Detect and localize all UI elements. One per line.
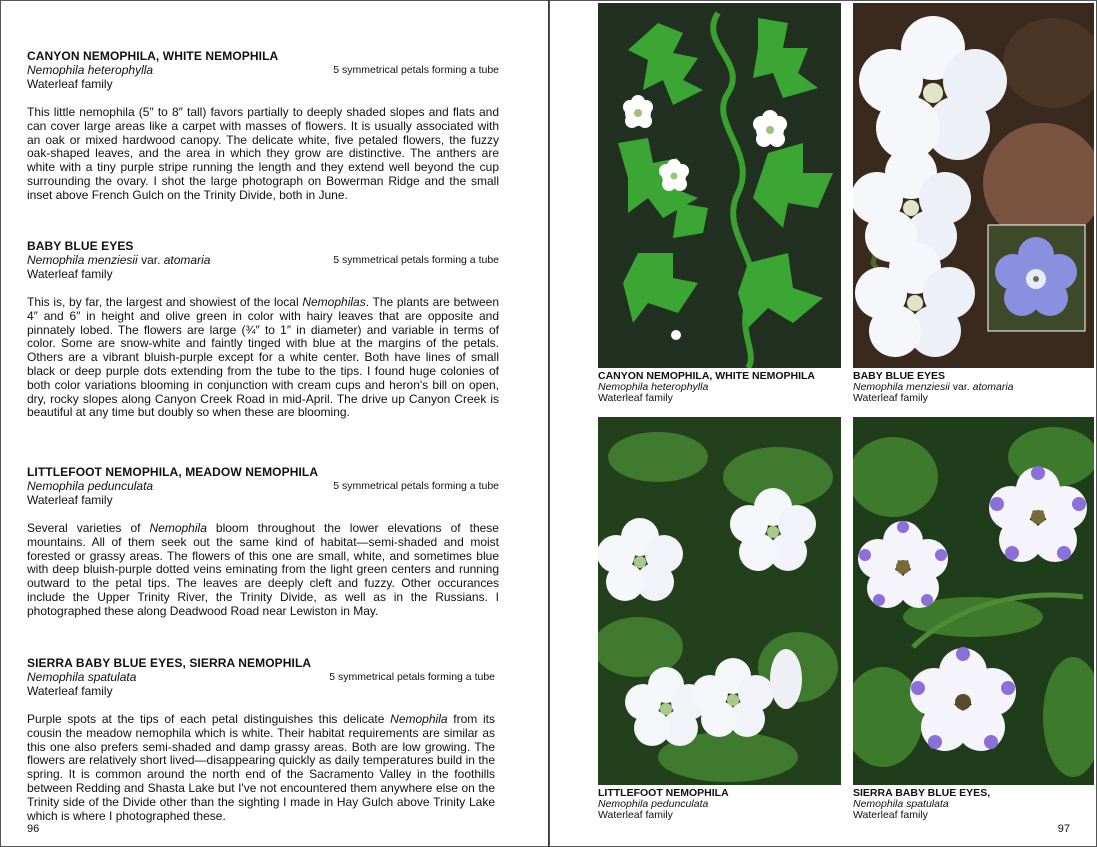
caption-sierra-baby-blue-eyes	[853, 788, 1097, 821]
caption-family: Waterleaf family	[598, 809, 673, 821]
caption-canyon-nemophila	[598, 371, 843, 404]
caption-family: Waterleaf family	[598, 392, 673, 404]
photo-baby-blue-eyes	[853, 3, 1094, 368]
caption-common-name: LITTLEFOOT NEMOPHILA	[598, 787, 729, 799]
flower-characteristic: 5 symmetrical petals forming a tube	[333, 254, 499, 266]
right-page	[549, 0, 1097, 847]
entry-canyon-nemophila	[27, 49, 499, 203]
family-name: Waterleaf family	[27, 684, 113, 698]
entry-description: This little nemophila (5″ to 8″ tall) favors partially to deeply shaded slopes and flats and can cover large areas like a carpet with masses of flowers. It is usually associated with an oak or mixed hardwood canopy. The delicate white, five petaled flowers, the fuzzy oak-shaped leaves, and the area in which they grow are distinctive. The anthers are white with a tiny purple stripe running the length and they extend well beyond the cup surrounding the ovary. I shot the large photograph on Bowerman Ridge and the small inset above French Gulch on the Trinity Divide, both in June.	[27, 105, 499, 202]
entry-title: LITTLEFOOT NEMOPHILA, MEADOW NEMOPHILA	[27, 465, 319, 479]
caption-family: Waterleaf family	[853, 809, 928, 821]
caption-littlefoot-nemophila	[598, 788, 843, 821]
caption-scientific-name: Nemophila spatulata	[853, 798, 949, 810]
entry-title: SIERRA BABY BLUE EYES, SIERRA NEMOPHILA	[27, 656, 312, 670]
entry-title: CANYON NEMOPHILA, WHITE NEMOPHILA	[27, 49, 279, 63]
caption-common-name: SIERRA BABY BLUE EYES,	[853, 787, 991, 799]
page-number-right: 97	[1057, 823, 1070, 835]
caption-family: Waterleaf family	[853, 392, 928, 404]
page-number-left: 96	[27, 823, 40, 835]
entry-description: Several varieties of Nemophila bloom throughout the lower elevations of these mountains. All of them seek out the same kind of habitat—semi-shaded and moist forested or grassy areas. The flowers of this one are small, white, and sometimes blue with deep bluish-purple dotted veins eminating from the light green centers and running outward to the petal tips. The leaves are deeply cleft and fuzzy. Other occurances include the Upper Trinity River, the Trinity Divide, as well as in the Russians. I photographed these along Deadwood Road near Lewiston in May.	[27, 521, 499, 618]
entry-subheader	[27, 670, 495, 684]
caption-scientific-name: Nemophila menziesii var. atomaria	[853, 381, 1014, 393]
caption-common-name: CANYON NEMOPHILA, WHITE NEMOPHILA	[598, 370, 815, 382]
entry-description: This is, by far, the largest and showiest of the local Nemophilas. The plants are between 4″ and 6″ in height and olive green in color with hairy leaves that are opposite and pinnately lobed. The flowers are large (¾″ to 1″ in diameter) and variable in terms of color. Some are snow-white and faintly tinged with blue at the margins of the petals. Others are a vibrant bluish-purple except for a white center. Both have lines of small black or deep purple dots extending from the tube to the tips. I found huge colonies of both color variations blooming in conjunction with cream cups and heron's bill on open, dry, rocky slopes along Canyon Creek Road in mid-April. The drive up Canyon Creek is beautiful at any time but doubly so when these are blooming.	[27, 295, 499, 420]
entry-subheader	[27, 253, 499, 267]
caption-scientific-name: Nemophila pedunculata	[598, 798, 709, 810]
caption-baby-blue-eyes	[853, 371, 1097, 404]
flower-characteristic: 5 symmetrical petals forming a tube	[333, 480, 499, 492]
family-name: Waterleaf family	[27, 77, 113, 91]
entry-subheader	[27, 63, 499, 77]
photo-sierra-baby-blue-eyes	[853, 417, 1094, 785]
caption-common-name: BABY BLUE EYES	[853, 370, 945, 382]
entry-subheader	[27, 479, 499, 493]
photo-canyon-nemophila	[598, 3, 841, 368]
family-name: Waterleaf family	[27, 267, 113, 281]
entry-sierra-baby-blue-eyes	[27, 656, 495, 823]
entry-description: Purple spots at the tips of each petal distinguishes this delicate Nemophila from its cousin the meadow nemophila which is white. Their habitat requirements are similar as this one also prefers semi-shaded and damp grassy areas. Both are low growing. The flowers are relatively short lived—disappearing quickly as daily temperatures build in the spring. It is common around the north end of the Sacramento Valley in the foothills between Redding and Shasta Lake but I've not encountered them anywhere else on the Trinity side of the Divide other than the sighting I made in Hay Gulch above Trinity Lake which is where I photographed these.	[27, 712, 495, 823]
scientific-name: Nemophila pedunculata	[27, 479, 154, 493]
family-name: Waterleaf family	[27, 493, 113, 507]
entry-title: BABY BLUE EYES	[27, 239, 134, 253]
entry-baby-blue-eyes	[27, 239, 499, 420]
entry-littlefoot-nemophila	[27, 465, 499, 619]
flower-characteristic: 5 symmetrical petals forming a tube	[333, 64, 499, 76]
scientific-name: Nemophila spatulata	[27, 670, 137, 684]
caption-scientific-name: Nemophila heterophylla	[598, 381, 709, 393]
scientific-name: Nemophila menziesii var. atomaria	[27, 253, 211, 267]
photo-littlefoot-nemophila	[598, 417, 841, 785]
flower-characteristic: 5 symmetrical petals forming a tube	[329, 671, 495, 683]
scientific-name: Nemophila heterophylla	[27, 63, 154, 77]
